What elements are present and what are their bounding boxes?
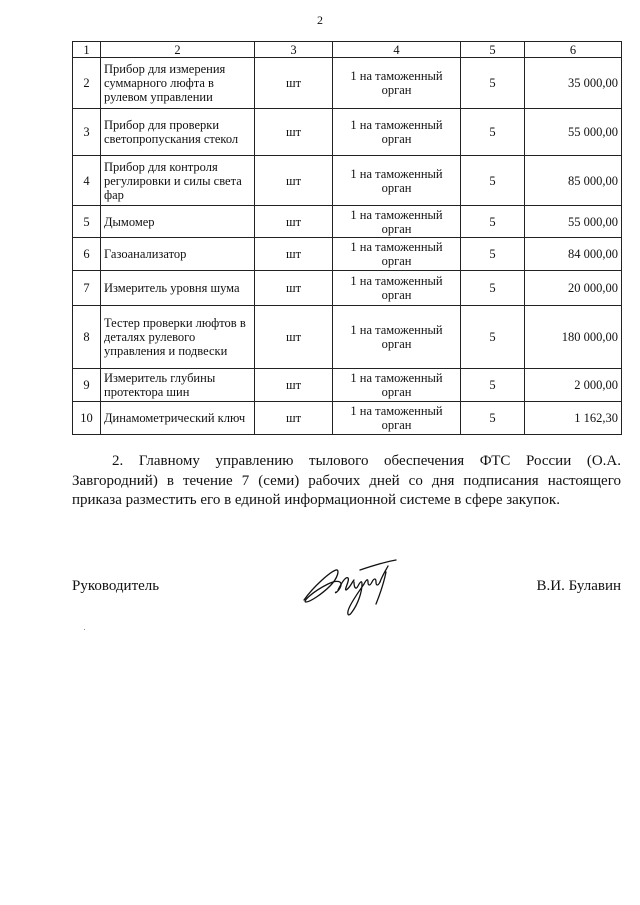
row-number: 8 bbox=[73, 306, 101, 369]
instruction-paragraph: 2. Главному управлению тылового обеспечения ФТС России (О.А. Завгородний) в течение 7 (семи) рабочих дней со дня подписания настоящего приказа разместить его в единой информационной системе в сфере закупок. bbox=[72, 453, 621, 508]
item-unit: шт bbox=[255, 402, 333, 435]
item-price: 55 000,00 bbox=[525, 206, 622, 238]
table-row bbox=[73, 271, 622, 306]
table-row bbox=[73, 369, 622, 402]
table-row bbox=[73, 109, 622, 156]
item-unit: шт bbox=[255, 109, 333, 156]
item-norm: 1 на таможенный орган bbox=[333, 306, 461, 369]
page-number: 2 bbox=[317, 13, 323, 27]
item-price: 84 000,00 bbox=[525, 238, 622, 271]
item-unit: шт bbox=[255, 271, 333, 306]
handwritten-signature-icon bbox=[300, 556, 410, 620]
item-quantity: 5 bbox=[461, 156, 525, 206]
row-number: 3 bbox=[73, 109, 101, 156]
item-name: Измеритель глубины протектора шин bbox=[101, 369, 255, 402]
table-row bbox=[73, 58, 622, 109]
item-unit: шт bbox=[255, 156, 333, 206]
item-price: 35 000,00 bbox=[525, 58, 622, 109]
item-unit: шт bbox=[255, 369, 333, 402]
signature-block bbox=[72, 578, 621, 602]
row-number: 7 bbox=[73, 271, 101, 306]
item-norm: 1 на таможенный орган bbox=[333, 58, 461, 109]
table-row bbox=[73, 402, 622, 435]
item-price: 55 000,00 bbox=[525, 109, 622, 156]
row-number: 6 bbox=[73, 238, 101, 271]
item-norm: 1 на таможенный орган bbox=[333, 369, 461, 402]
item-norm: 1 на таможенный орган bbox=[333, 156, 461, 206]
header-cell: 4 bbox=[333, 42, 461, 58]
item-norm: 1 на таможенный орган bbox=[333, 271, 461, 306]
item-name: Прибор для контроля регулировки и силы света фар bbox=[101, 156, 255, 206]
item-norm: 1 на таможенный орган bbox=[333, 402, 461, 435]
header-cell: 3 bbox=[255, 42, 333, 58]
header-cell: 5 bbox=[461, 42, 525, 58]
header-cell: 1 bbox=[73, 42, 101, 58]
table-row bbox=[73, 306, 622, 369]
item-name: Газоанализатор bbox=[101, 238, 255, 271]
item-quantity: 5 bbox=[461, 206, 525, 238]
item-unit: шт bbox=[255, 58, 333, 109]
item-quantity: 5 bbox=[461, 271, 525, 306]
item-unit: шт bbox=[255, 238, 333, 271]
item-name: Тестер проверки люфтов в деталях рулевого управления и подвески bbox=[101, 306, 255, 369]
header-cell: 6 bbox=[525, 42, 622, 58]
item-name: Измеритель уровня шума bbox=[101, 271, 255, 306]
item-quantity: 5 bbox=[461, 109, 525, 156]
item-norm: 1 на таможенный орган bbox=[333, 238, 461, 271]
table-row bbox=[73, 206, 622, 238]
scan-speck bbox=[84, 629, 85, 630]
header-cell: 2 bbox=[101, 42, 255, 58]
item-norm: 1 на таможенный орган bbox=[333, 109, 461, 156]
table-row bbox=[73, 238, 622, 271]
item-name: Динамометрический ключ bbox=[101, 402, 255, 435]
item-quantity: 5 bbox=[461, 238, 525, 271]
table-row bbox=[73, 156, 622, 206]
signatory-name: В.И. Булавин bbox=[536, 578, 621, 594]
item-quantity: 5 bbox=[461, 306, 525, 369]
item-quantity: 5 bbox=[461, 402, 525, 435]
item-norm: 1 на таможенный орган bbox=[333, 206, 461, 238]
item-unit: шт bbox=[255, 306, 333, 369]
signatory-role: Руководитель bbox=[72, 578, 160, 594]
table-header-row bbox=[73, 42, 622, 58]
row-number: 10 bbox=[73, 402, 101, 435]
row-number: 4 bbox=[73, 156, 101, 206]
item-name: Прибор для измерения суммарного люфта в рулевом управлении bbox=[101, 58, 255, 109]
row-number: 5 bbox=[73, 206, 101, 238]
item-price: 180 000,00 bbox=[525, 306, 622, 369]
items-table bbox=[72, 41, 622, 435]
item-name: Прибор для проверки светопропускания стекол bbox=[101, 109, 255, 156]
row-number: 9 bbox=[73, 369, 101, 402]
item-price: 2 000,00 bbox=[525, 369, 622, 402]
item-price: 1 162,30 bbox=[525, 402, 622, 435]
item-quantity: 5 bbox=[461, 369, 525, 402]
item-price: 85 000,00 bbox=[525, 156, 622, 206]
item-quantity: 5 bbox=[461, 58, 525, 109]
item-price: 20 000,00 bbox=[525, 271, 622, 306]
item-name: Дымомер bbox=[101, 206, 255, 238]
item-unit: шт bbox=[255, 206, 333, 238]
row-number: 2 bbox=[73, 58, 101, 109]
